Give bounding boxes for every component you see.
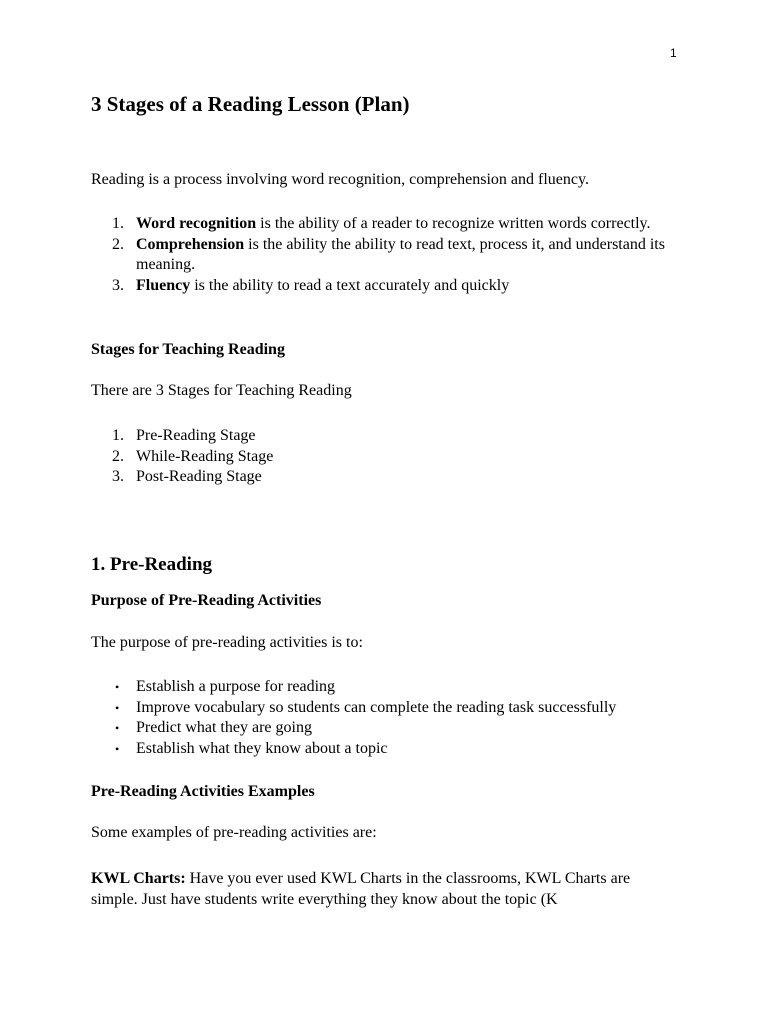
section-heading-pre-reading: 1. Pre-Reading	[91, 554, 213, 575]
list-item	[91, 739, 696, 760]
definition-term: Fluency	[136, 277, 191, 295]
list-item	[91, 677, 696, 698]
purposes-list	[91, 677, 696, 760]
stage-text: While-Reading Stage	[136, 447, 274, 465]
list-item	[91, 467, 696, 488]
list-item	[91, 698, 696, 719]
kwl-text: Have you ever used KWL Charts in the classrooms, KWL Charts are simple. Just have students write everything they know about the topic (K	[91, 870, 631, 908]
stages-heading: Stages for Teaching Reading	[91, 341, 285, 358]
list-number: 1.	[112, 427, 124, 444]
examples-intro: Some examples of pre-reading activities are:	[91, 824, 377, 841]
list-item	[91, 718, 696, 739]
definition-text: is the ability of a reader to recognize written words correctly.	[256, 215, 651, 232]
bullet-icon: •	[115, 700, 120, 715]
definition-term: Word recognition	[136, 215, 257, 232]
stage-text: Pre-Reading Stage	[136, 427, 256, 444]
list-number: 3.	[112, 277, 124, 295]
examples-heading: Pre-Reading Activities Examples	[91, 783, 315, 800]
purpose-text: Establish a purpose for reading	[136, 678, 336, 695]
list-item	[91, 276, 696, 297]
purpose-text: Improve vocabulary so students can complete the reading task successfully	[136, 698, 617, 716]
bullet-icon: •	[115, 721, 120, 736]
definition-term: Comprehension	[136, 235, 245, 253]
list-number: 2.	[112, 447, 124, 465]
list-number: 1.	[112, 215, 124, 232]
purpose-text: Establish what they know about a topic	[136, 740, 388, 758]
list-number: 2.	[112, 235, 124, 253]
page-number: 1	[670, 46, 677, 60]
kwl-term: KWL Charts:	[91, 870, 186, 887]
stages-intro: There are 3 Stages for Teaching Reading	[91, 382, 352, 399]
page-title: 3 Stages of a Reading Lesson (Plan)	[91, 92, 410, 116]
list-item	[91, 214, 696, 235]
stages-list	[91, 426, 696, 488]
purpose-text: Predict what they are going	[136, 719, 312, 737]
definition-text: is the ability to read a text accurately and quickly	[190, 277, 510, 295]
definitions-list	[91, 214, 696, 297]
bullet-icon: •	[115, 680, 120, 694]
list-item	[91, 235, 696, 276]
bullet-icon: •	[115, 742, 120, 757]
list-item	[91, 426, 696, 447]
stage-text: Post-Reading Stage	[136, 468, 262, 486]
kwl-paragraph	[91, 868, 671, 910]
list-item	[91, 447, 696, 468]
purpose-heading: Purpose of Pre-Reading Activities	[91, 592, 322, 609]
definition-text: is the ability the ability to read text, process it, and understand its meaning.	[136, 235, 665, 274]
list-number: 3.	[112, 468, 124, 486]
intro-paragraph: Reading is a process involving word recognition, comprehension and fluency.	[91, 171, 589, 188]
purpose-intro: The purpose of pre-reading activities is to:	[91, 634, 363, 651]
